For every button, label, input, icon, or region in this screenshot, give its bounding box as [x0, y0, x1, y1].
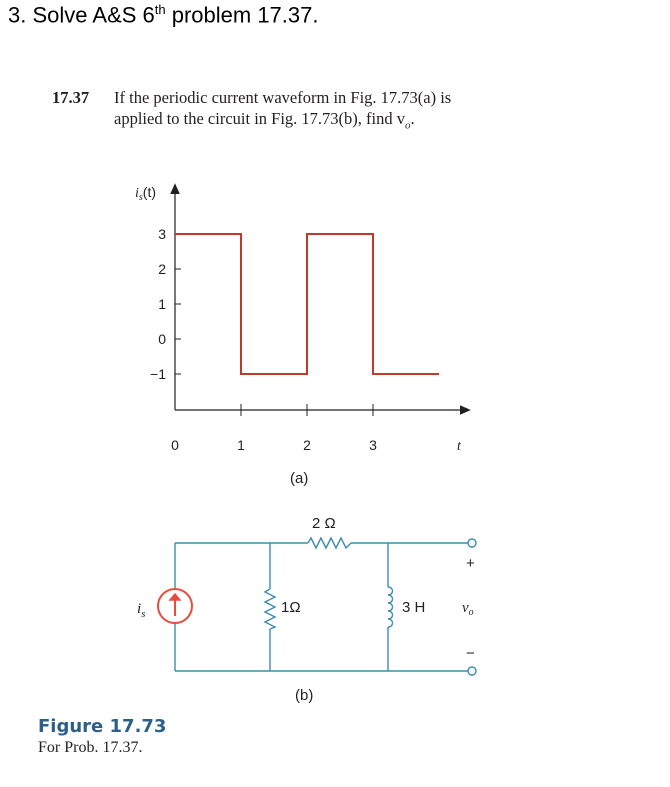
y-tick-label: 2 [158, 261, 166, 277]
y-tick-label: 3 [158, 226, 166, 242]
circuit [158, 538, 476, 675]
vo-main: v [462, 600, 469, 616]
y-ticks [150, 226, 181, 382]
minus-sign: − [466, 645, 475, 662]
x-axis-label: t [457, 439, 461, 454]
vo-label [462, 600, 474, 618]
y-label-main: i [135, 186, 139, 201]
problem-line-2-sub: o [405, 119, 411, 132]
x-tick-label: 1 [237, 437, 245, 453]
x-ticks [171, 404, 377, 453]
y-axis-label [135, 184, 156, 203]
y-tick-label: −1 [150, 366, 166, 382]
x-tick-label: 3 [369, 437, 377, 453]
chart-caption: (a) [290, 470, 309, 487]
circuit-caption: (b) [295, 687, 314, 704]
source-label [137, 601, 145, 620]
x-tick-label: 0 [171, 437, 179, 453]
label-3h: 3 H [402, 599, 426, 616]
terminal-bottom [468, 667, 476, 675]
figure-caption [38, 716, 166, 757]
y-tick-label: 0 [158, 331, 166, 347]
x-tick-label: 2 [303, 437, 311, 453]
figure-subtitle: For Prob. 17.37. [38, 739, 143, 756]
header-suffix: problem 17.37. [165, 2, 319, 28]
header-prefix: 3. Solve A&S 6 [8, 2, 155, 28]
problem-line-2: applied to the circuit in Fig. 17.73(b), find v [114, 109, 405, 128]
vo-sub: o [468, 607, 474, 618]
label-2ohm: 2 Ω [312, 515, 336, 532]
label-1ohm: 1Ω [281, 599, 301, 616]
y-tick-label: 1 [158, 296, 166, 312]
problem-line-1: If the periodic current waveform in Fig. 17.73(a) is [114, 88, 452, 107]
resistor-1ohm [265, 589, 275, 629]
figure-title: Figure 17.73 [38, 716, 167, 737]
y-label-end: (t) [142, 184, 157, 200]
source-label-sub: s [141, 608, 146, 620]
problem-line-2-end: . [410, 109, 415, 128]
problem-number: 17.37 [52, 88, 90, 107]
terminal-top [468, 539, 476, 547]
waveform-series [175, 234, 439, 374]
plus-sign: + [466, 555, 475, 572]
inductor-3h [388, 587, 393, 627]
source-label-main: i [137, 601, 142, 617]
y-label-sub: s [138, 192, 143, 203]
resistor-2ohm [308, 538, 351, 548]
header-sup: th [154, 2, 166, 17]
